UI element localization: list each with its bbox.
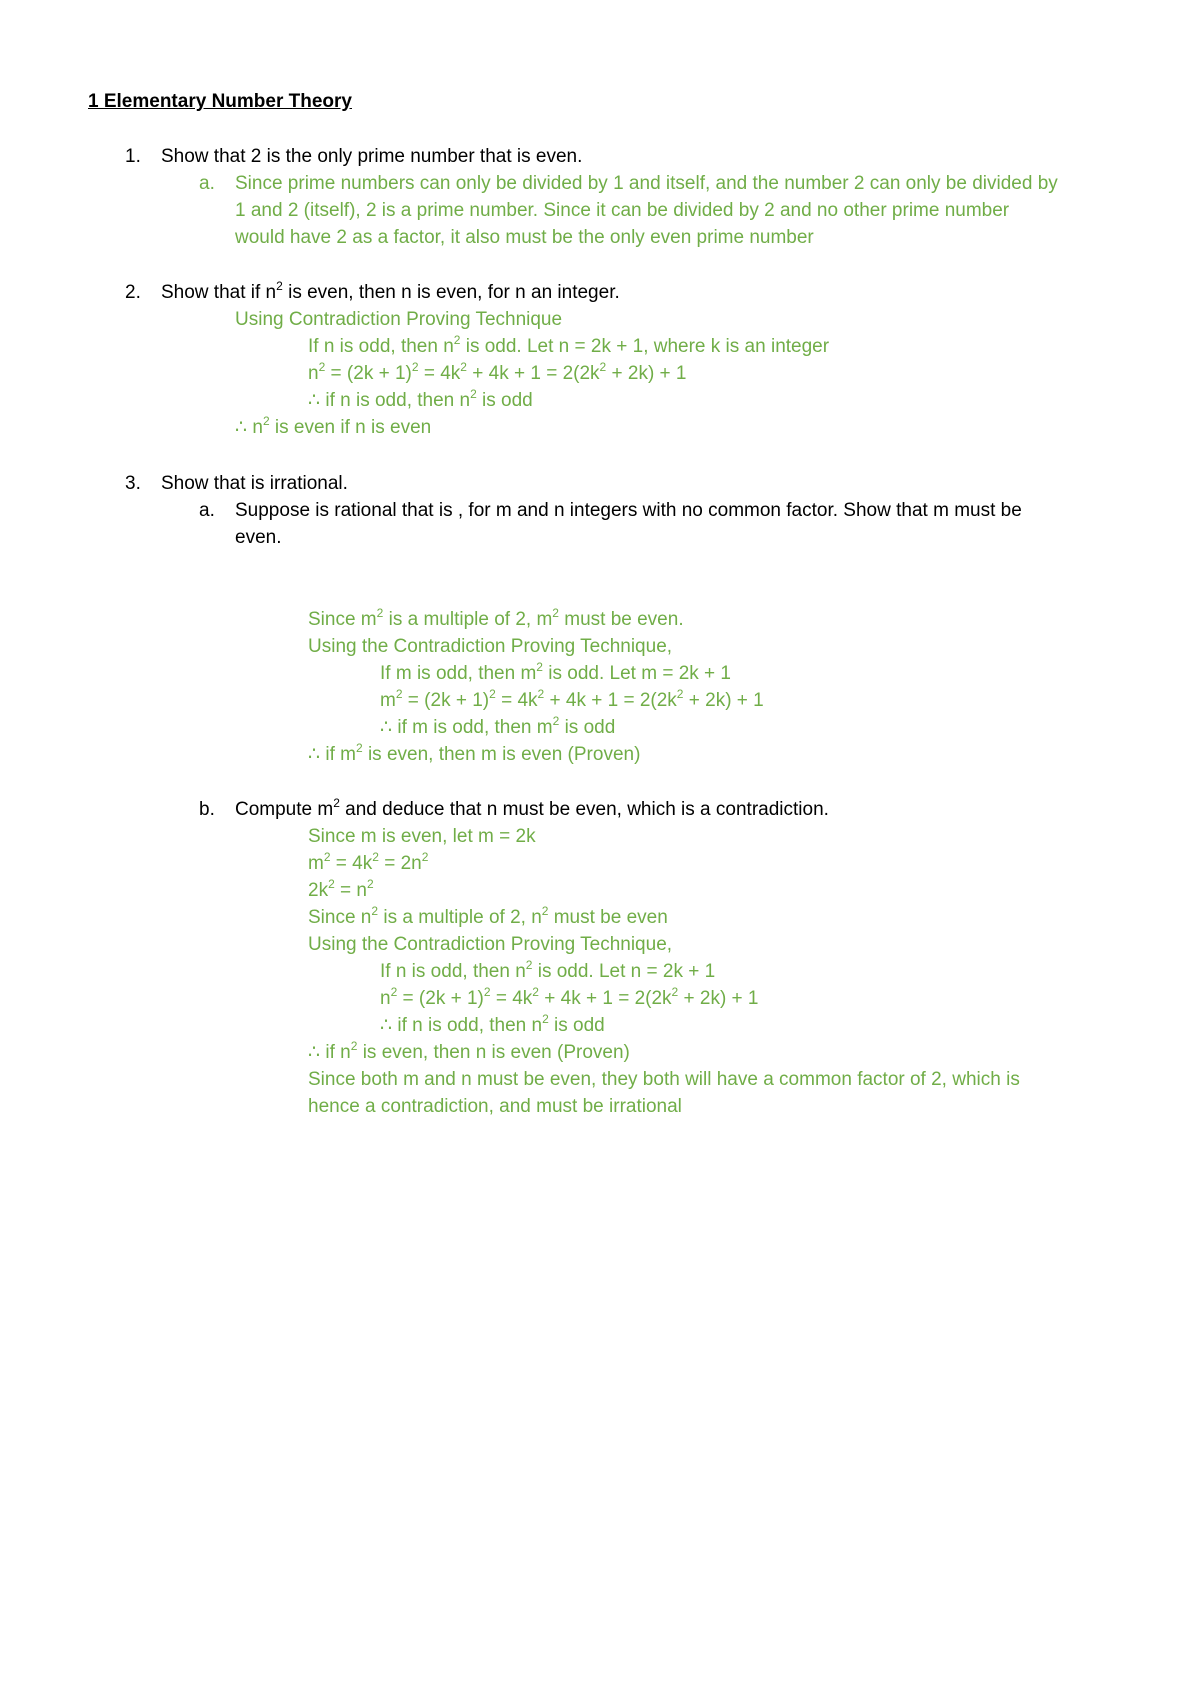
answer-3b-line-4: Since $n^2$ is a multiple of 2, $n^2$ must be even xyxy=(308,903,668,928)
answer-3b-line-8: ∴ if n is odd, then $n^2$ is odd xyxy=(380,1011,605,1036)
answer-1a-line-2: 1 and 2 (itself), 2 is a prime number. Since it can be divided by 2 and no other prime number xyxy=(235,200,1010,221)
question-3-number: 3. xyxy=(125,473,141,494)
answer-2-conclusion: ∴ $n^2$ is even if n is even xyxy=(235,413,432,438)
answer-3b-line-5: Using the Contradiction Proving Technique, xyxy=(308,934,673,955)
answer-3a-line-3: If m is odd, then $m^2$ is odd. Let m = 2k + 1 xyxy=(380,659,731,684)
answer-3a-line-4: $m^2 = (2k + 1)^2 = 4k^2 + 4k + 1 = 2(2k^2 + 2k) + 1$ xyxy=(380,686,764,711)
answer-3b-line-11: hence a contradiction, and must be irrational xyxy=(308,1096,682,1117)
answer-3a-line-1: Since $m^2$ is a multiple of 2, $m^2$ must be even. xyxy=(308,605,684,630)
question-1-number: 1. xyxy=(125,146,141,167)
answer-2-technique: Using Contradiction Proving Technique xyxy=(235,309,563,330)
section-title: 1 Elementary Number Theory xyxy=(88,91,352,112)
answer-3b-line-3: $2k^2 = n^2$ xyxy=(308,876,374,901)
question-3b-marker: b. xyxy=(199,799,215,820)
question-3a-marker: a. xyxy=(199,500,215,521)
question-3b-text: Compute $m^2$ and deduce that n must be even, which is a contradiction. xyxy=(235,795,829,820)
answer-3a-line-5: ∴ if m is odd, then $m^2$ is odd xyxy=(380,713,616,738)
answer-1a-line-3: would have 2 as a factor, it also must be the only even prime number xyxy=(235,227,814,248)
question-3a-line-1: Suppose is rational that is , for m and n integers with no common factor. Show that m must be xyxy=(235,500,1022,521)
answer-3b-line-10: Since both m and n must be even, they both will have a common factor of 2, which is xyxy=(308,1069,1020,1090)
answer-3b-line-7: $n^2 = (2k + 1)^2 = 4k^2 + 4k + 1 = 2(2k^2 + 2k) + 1$ xyxy=(380,984,759,1009)
answer-2-line-2: $n^2 = (2k + 1)^2 = 4k^2 + 4k + 1 = 2(2k^2 + 2k) + 1$ xyxy=(308,359,687,384)
question-1a-marker: a. xyxy=(199,173,215,194)
answer-3a-line-2: Using the Contradiction Proving Technique, xyxy=(308,636,673,657)
answer-3b-line-1: Since m is even, let m = 2k xyxy=(308,826,536,847)
answer-3b-line-9: ∴ if $n^2$ is even, then n is even (Proven) xyxy=(308,1038,630,1063)
question-2-number: 2. xyxy=(125,282,141,303)
question-3-text: Show that is irrational. xyxy=(161,473,348,494)
answer-2-line-3: ∴ if n is odd, then $n^2$ is odd xyxy=(308,386,533,411)
question-1-text: Show that 2 is the only prime number that is even. xyxy=(161,146,583,167)
answer-3a-conclusion: ∴ if $m^2$ is even, then m is even (Proven) xyxy=(308,740,641,765)
answer-3b-line-2: $m^2 = 4k^2 = 2n^2$ xyxy=(308,849,429,874)
question-2-text: Show that if $n^2$ is even, then n is even, for n an integer. xyxy=(161,278,620,303)
question-3a-line-2: even. xyxy=(235,527,282,548)
answer-3b-line-6: If n is odd, then $n^2$ is odd. Let n = 2k + 1 xyxy=(380,957,716,982)
answer-1a-line-1: Since prime numbers can only be divided by 1 and itself, and the number 2 can only be divided by xyxy=(235,173,1058,194)
answer-2-line-1: If n is odd, then $n^2$ is odd. Let n = 2k + 1, where k is an integer xyxy=(308,332,830,357)
